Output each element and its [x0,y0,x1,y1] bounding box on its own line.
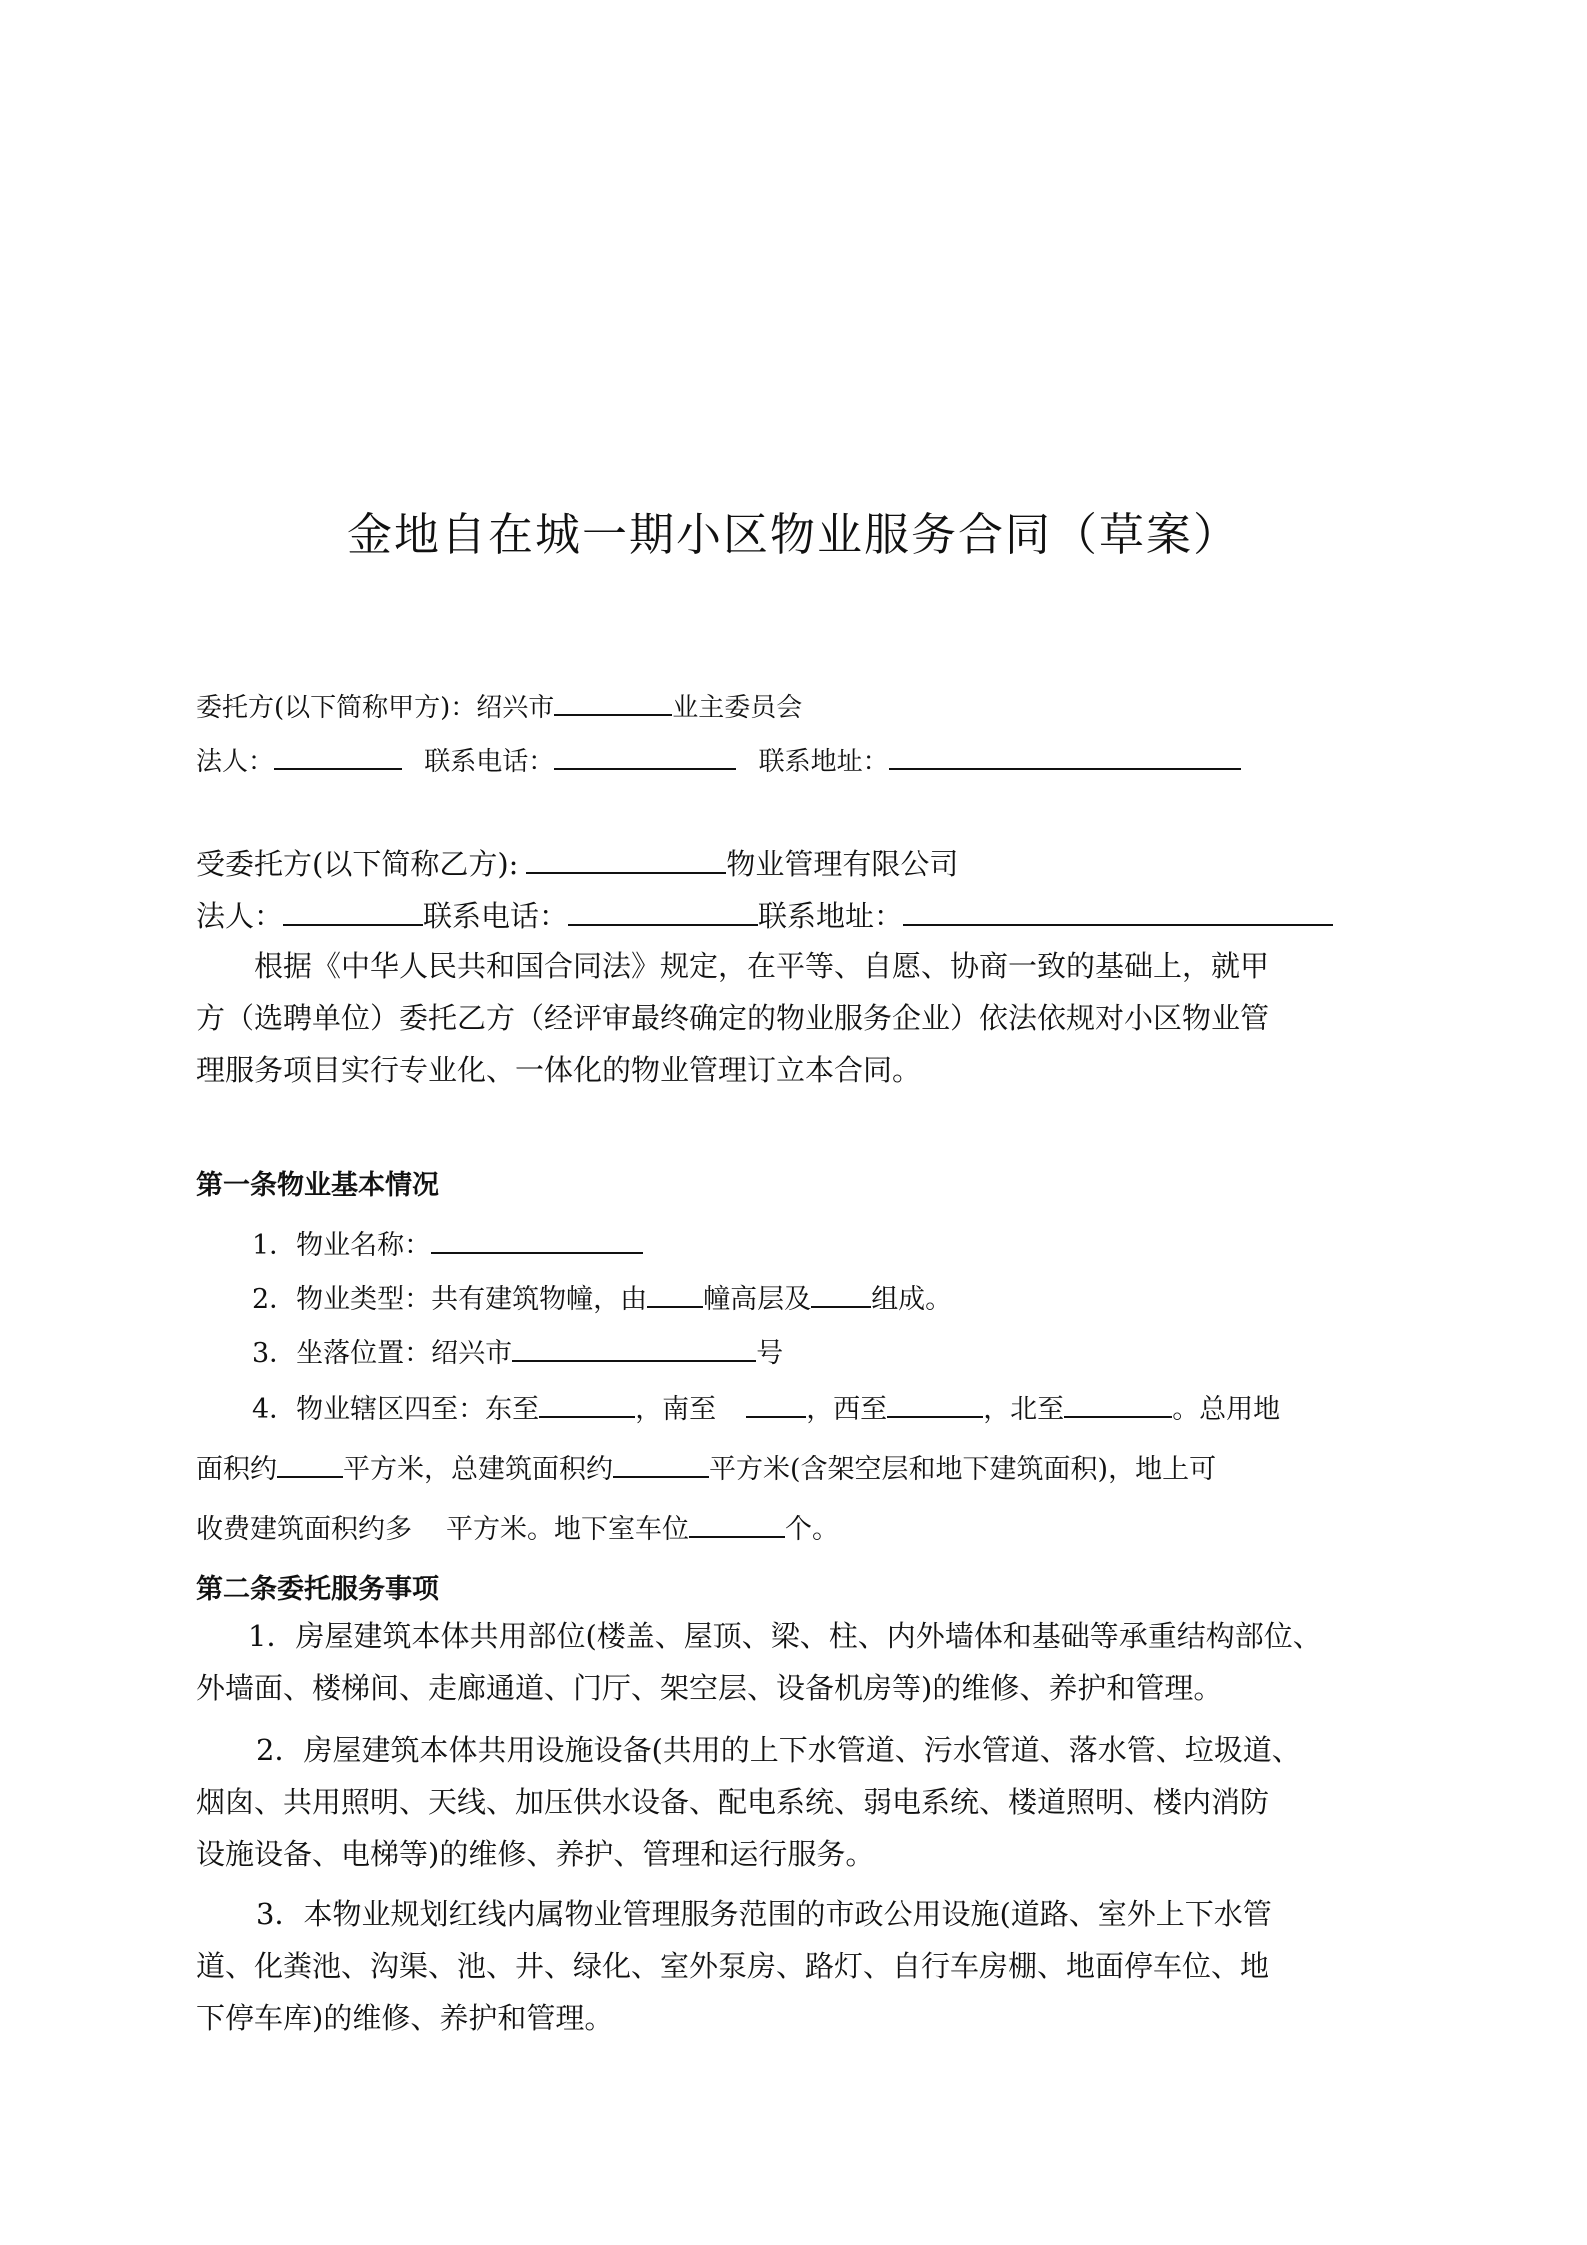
blank-field [889,738,1241,770]
party-a-address-label: 联系地址： [758,747,889,777]
blank-field [613,1446,709,1478]
document-title: 金地自在城一期小区物业服务合同（草案） [346,508,1240,561]
item-text: ，西至 [806,1394,888,1425]
item-label: 1．物业名称： [252,1230,432,1261]
item-line: 道、化粪池、沟渠、池、井、绿化、室外泵房、路灯、自行车房棚、地面停车位、地 [196,1949,1270,1983]
article-1-item-4-line-3 [196,1506,839,1550]
blank-field [811,1276,871,1308]
item-text: 平方米(含架空层和地下建筑面积)，地上可 [709,1454,1217,1485]
item-line: 2．房屋建筑本体共用设施设备(共用的上下水管道、污水管道、落水管、垃圾道、 [256,1733,1301,1767]
article-2-heading: 第二条委托服务事项 [196,1574,439,1605]
article-2-item-3 [196,1888,1396,2044]
blank-field [539,1386,635,1418]
party-a-line [196,684,802,728]
party-a-contact-line [196,738,1241,782]
blank-field [647,1276,703,1308]
party-a-phone-label: 联系电话： [424,747,555,777]
item-text: 3．坐落位置：绍兴市 [252,1338,513,1369]
party-b-address-label: 联系地址： [758,899,904,933]
item-text: 4．物业辖区四至：东至 [252,1394,540,1425]
article-1-item-4-line-2 [196,1446,1216,1490]
article-1-item-1 [252,1222,643,1266]
party-a-legal-label: 法人： [196,747,275,777]
blank-field [431,1222,643,1254]
preamble-paragraph [196,940,1396,1096]
item-text: 面积约 [196,1454,277,1485]
item-text: ，北至 [983,1394,1065,1425]
item-line: 3．本物业规划红线内属物业管理服务范围的市政公用设施(道路、室外上下水管 [256,1897,1272,1931]
article-1-heading: 第一条物业基本情况 [196,1170,439,1201]
blank-field [277,1446,343,1478]
item-line: 外墙面、楼梯间、走廊通道、门厅、架空层、设备机房等)的维修、养护和管理。 [196,1671,1223,1705]
item-text: 组成。 [871,1284,953,1315]
preamble-line: 方（选聘单位）委托乙方（经评审最终确定的物业服务企业）依法依规对小区物业管 [196,1001,1270,1035]
party-b-contact-line [196,894,1333,936]
item-text: 。总用地 [1172,1394,1281,1425]
party-b-phone-label: 联系电话： [423,899,569,933]
party-b-legal-label: 法人： [196,899,284,933]
blank-field [903,894,1333,926]
blank-field [554,738,736,770]
item-text: 个。 [785,1514,839,1545]
article-1-item-2 [252,1276,952,1320]
preamble-line: 理服务项目实行专业化、一体化的物业管理订立本合同。 [196,1053,922,1087]
blank-field [512,1330,756,1362]
item-line: 1．房屋建筑本体共用部位(楼盖、屋顶、梁、柱、内外墙体和基础等承重结构部位、 [248,1619,1322,1653]
blank-field [689,1506,785,1538]
blank-field [526,842,726,874]
party-b-line [196,842,958,884]
item-text: 平方米。地下室车位 [446,1514,689,1545]
blank-field [283,894,423,926]
party-b-suffix: 物业管理有限公司 [726,847,959,881]
item-line: 设施设备、电梯等)的维修、养护、管理和运行服务。 [196,1837,875,1871]
preamble-line: 根据《中华人民共和国合同法》规定，在平等、自愿、协商一致的基础上，就甲 [254,949,1270,983]
party-a-prefix: 委托方(以下简称甲方)：绍兴市 [196,693,555,723]
article-2-item-1 [196,1610,1396,1714]
item-text: 2．物业类型：共有建筑物幢，由 [252,1284,648,1315]
blank-field [554,684,672,716]
blank-field [274,738,402,770]
party-a-suffix: 业主委员会 [672,693,803,723]
article-2-item-2 [196,1724,1396,1880]
party-b-prefix: 受委托方(以下简称乙方): [196,847,519,881]
item-text: 收费建筑面积约多 [196,1514,412,1545]
item-text: 平方米，总建筑面积约 [343,1454,613,1485]
blank-field [568,894,758,926]
blank-field [1064,1386,1172,1418]
article-1-item-4 [252,1386,1280,1430]
item-text: 幢高层及 [703,1284,812,1315]
item-text: ，南至 [635,1394,717,1425]
article-1-item-3 [252,1330,783,1374]
item-line: 下停车库)的维修、养护和管理。 [196,2001,614,2035]
item-line: 烟囱、共用照明、天线、加压供水设备、配电系统、弱电系统、楼道照明、楼内消防 [196,1785,1270,1819]
blank-field [887,1386,983,1418]
item-text: 号 [756,1338,784,1369]
blank-field [746,1386,806,1418]
